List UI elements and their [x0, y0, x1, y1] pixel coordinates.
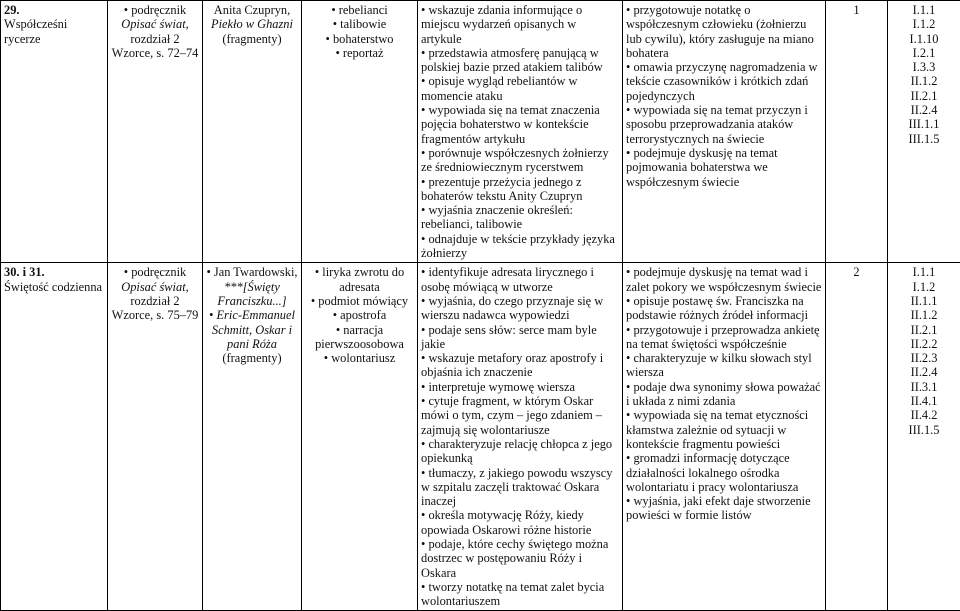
materials-item: Opisać świat,: [111, 280, 199, 294]
list-item: • przygotowuje i przeprowadza ankietę na temat świętości współcześnie: [626, 323, 822, 352]
code-item: I.1.10: [891, 32, 957, 46]
list-item: • opisuje postawę św. Franciszka na podstawie różnych źródeł informacji: [626, 294, 822, 323]
code-item: II.2.4: [891, 365, 957, 379]
materials-item: Wzorce, s. 72–74: [111, 46, 199, 60]
lesson-cell: [1, 1, 108, 263]
texts-cell: [203, 263, 302, 611]
concept-item: • reportaż: [305, 46, 414, 60]
outcomes-list: [421, 3, 619, 260]
list-item: • wyjaśnia, jaki efekt daje stworzenie powieści w formie listów: [626, 494, 822, 523]
concept-item: • wolontariusz: [305, 351, 414, 365]
code-item: I.1.1: [891, 265, 957, 279]
text-note: (fragmenty): [206, 351, 298, 365]
list-item: • podaje dwa synonimy słowa poważać i układa z nimi zdania: [626, 380, 822, 409]
hours-value: 2: [853, 265, 859, 279]
list-item: • gromadzi informację dotyczące działalności lokalnego ośrodka wolontariatu i pracy wolontariusza: [626, 451, 822, 494]
code-item: II.4.2: [891, 408, 957, 422]
outcomes-list: [421, 265, 619, 608]
list-item: • cytuje fragment, w którym Oskar mówi o tym, czym – jego zdaniem – zajmują się wolontariusze: [421, 394, 619, 437]
list-item: • określa motywację Róży, kiedy opowiada Oskarowi różne historie: [421, 508, 619, 537]
concept-item: • rebelianci: [305, 3, 414, 17]
lesson-topic: Współcześni rycerze: [4, 17, 104, 46]
materials-item: Wzorce, s. 75–79: [111, 308, 199, 322]
list-item: • wskazuje metafory oraz apostrofy i objaśnia ich znaczenie: [421, 351, 619, 380]
list-item: • wypowiada się na temat etyczności kłamstwa zależnie od sytuacji w kontekście fragmentu powieści: [626, 408, 822, 451]
list-item: • odnajduje w tekście przykłady języka żołnierzy: [421, 232, 619, 261]
concept-item: • talibowie: [305, 17, 414, 31]
text-note: (fragmenty): [206, 32, 298, 46]
list-item: • tworzy notatkę na temat zalet bycia wolontariuszem: [421, 580, 619, 609]
code-item: II.1.2: [891, 74, 957, 88]
list-item: • prezentuje przeżycia jednego z bohaterów tekstu Anity Czupryn: [421, 175, 619, 204]
materials-item: • podręcznik: [111, 3, 199, 17]
code-item: II.2.1: [891, 323, 957, 337]
list-item: • wypowiada się na temat przyczyn i sposobu przeprowadzania ataków terrorystycznych na świecie: [626, 103, 822, 146]
code-item: III.1.5: [891, 132, 957, 146]
table-row: [1, 1, 960, 263]
list-item: • przedstawia atmosferę panującą w polskiej bazie przed atakiem talibów: [421, 46, 619, 75]
materials-item: rozdział 2: [111, 32, 199, 46]
concepts-cell: [302, 263, 418, 611]
extended-cell: [623, 263, 826, 611]
text-author: • Jan Twardowski,: [206, 265, 298, 279]
code-item: II.2.4: [891, 103, 957, 117]
code-item: III.1.5: [891, 423, 957, 437]
materials-cell: [108, 263, 203, 611]
concept-item: • narracja pierwszoosobowa: [305, 323, 414, 352]
code-item: II.2.2: [891, 337, 957, 351]
list-item: • przygotowuje notatkę o współczesnym człowieku (żołnierzu lub cywilu), który zasługuje na miano bohatera: [626, 3, 822, 60]
list-item: • porównuje współczesnych żołnierzy ze średniowiecznym rycerstwem: [421, 146, 619, 175]
extended-list: [626, 3, 822, 189]
text-author: Anita Czupryn,: [206, 3, 298, 17]
extended-list: [626, 265, 822, 522]
concepts-cell: [302, 1, 418, 263]
concept-item: • apostrofa: [305, 308, 414, 322]
list-item: • wskazuje zdania informujące o miejscu wydarzeń opisanych w artykule: [421, 3, 619, 46]
list-item: • podejmuje dyskusję na temat pojmowania bohaterstwa we współczesnym świecie: [626, 146, 822, 189]
materials-item: • podręcznik: [111, 265, 199, 279]
lesson-topic: Świętość codzienna: [4, 280, 104, 294]
hours-cell: [826, 1, 888, 263]
outcomes-cell: [418, 263, 623, 611]
concept-item: • bohaterstwo: [305, 32, 414, 46]
list-item: • interpretuje wymowę wiersza: [421, 380, 619, 394]
materials-cell: [108, 1, 203, 263]
list-item: • identyfikuje adresata lirycznego i osobę mówiącą w utworze: [421, 265, 619, 294]
list-item: • omawia przyczynę nagromadzenia w tekście czasowników i krótkich zdań pojedynczych: [626, 60, 822, 103]
code-item: II.2.3: [891, 351, 957, 365]
lesson-number: 30. i 31.: [4, 265, 104, 279]
concept-item: • liryka zwrotu do adresata: [305, 265, 414, 294]
outcomes-cell: [418, 1, 623, 263]
codes-cell: [888, 1, 960, 263]
hours-cell: [826, 263, 888, 611]
materials-item: Opisać świat,: [111, 17, 199, 31]
list-item: • podaje sens słów: serce mam byle jakie: [421, 323, 619, 352]
list-item: • wypowiada się na temat znaczenia pojęcia bohaterstwo w kontekście fragmentów artykułu: [421, 103, 619, 146]
hours-value: 1: [853, 3, 859, 17]
table-row: [1, 263, 960, 611]
list-item: • charakteryzuje w kilku słowach styl wiersza: [626, 351, 822, 380]
code-item: II.2.1: [891, 89, 957, 103]
code-item: I.1.1: [891, 3, 957, 17]
extended-cell: [623, 1, 826, 263]
text-title: Piekło w Ghazni: [206, 17, 298, 31]
code-item: II.3.1: [891, 380, 957, 394]
list-item: • charakteryzuje relację chłopca z jego opiekunką: [421, 437, 619, 466]
text-title: ***[Święty Franciszku...]: [206, 280, 298, 309]
code-item: I.1.2: [891, 17, 957, 31]
code-item: I.1.2: [891, 280, 957, 294]
list-item: • podaje, które cechy świętego można dostrzec w postępowaniu Róży i Oskara: [421, 537, 619, 580]
code-item: I.3.3: [891, 60, 957, 74]
lesson-number: 29.: [4, 3, 104, 17]
code-item: II.4.1: [891, 394, 957, 408]
code-item: I.2.1: [891, 46, 957, 60]
code-item: III.1.1: [891, 117, 957, 131]
texts-cell: [203, 1, 302, 263]
materials-item: rozdział 2: [111, 294, 199, 308]
list-item: • tłumaczy, z jakiego powodu wszyscy w szpitalu zaczęli traktować Oskara inaczej: [421, 466, 619, 509]
list-item: • podejmuje dyskusję na temat wad i zalet pokory we współczesnym świecie: [626, 265, 822, 294]
list-item: • wyjaśnia, do czego przyznaje się w wierszu nadawca wypowiedzi: [421, 294, 619, 323]
lesson-cell: [1, 263, 108, 611]
list-item: • wyjaśnia znaczenie określeń: rebelianci, talibowie: [421, 203, 619, 232]
code-item: II.1.1: [891, 294, 957, 308]
list-item: • opisuje wygląd rebeliantów w momencie ataku: [421, 74, 619, 103]
text-title: • Eric-Emmanuel Schmitt, Oskar i pani Róża: [206, 308, 298, 351]
concept-item: • podmiot mówiący: [305, 294, 414, 308]
code-item: II.1.2: [891, 308, 957, 322]
codes-cell: [888, 263, 960, 611]
